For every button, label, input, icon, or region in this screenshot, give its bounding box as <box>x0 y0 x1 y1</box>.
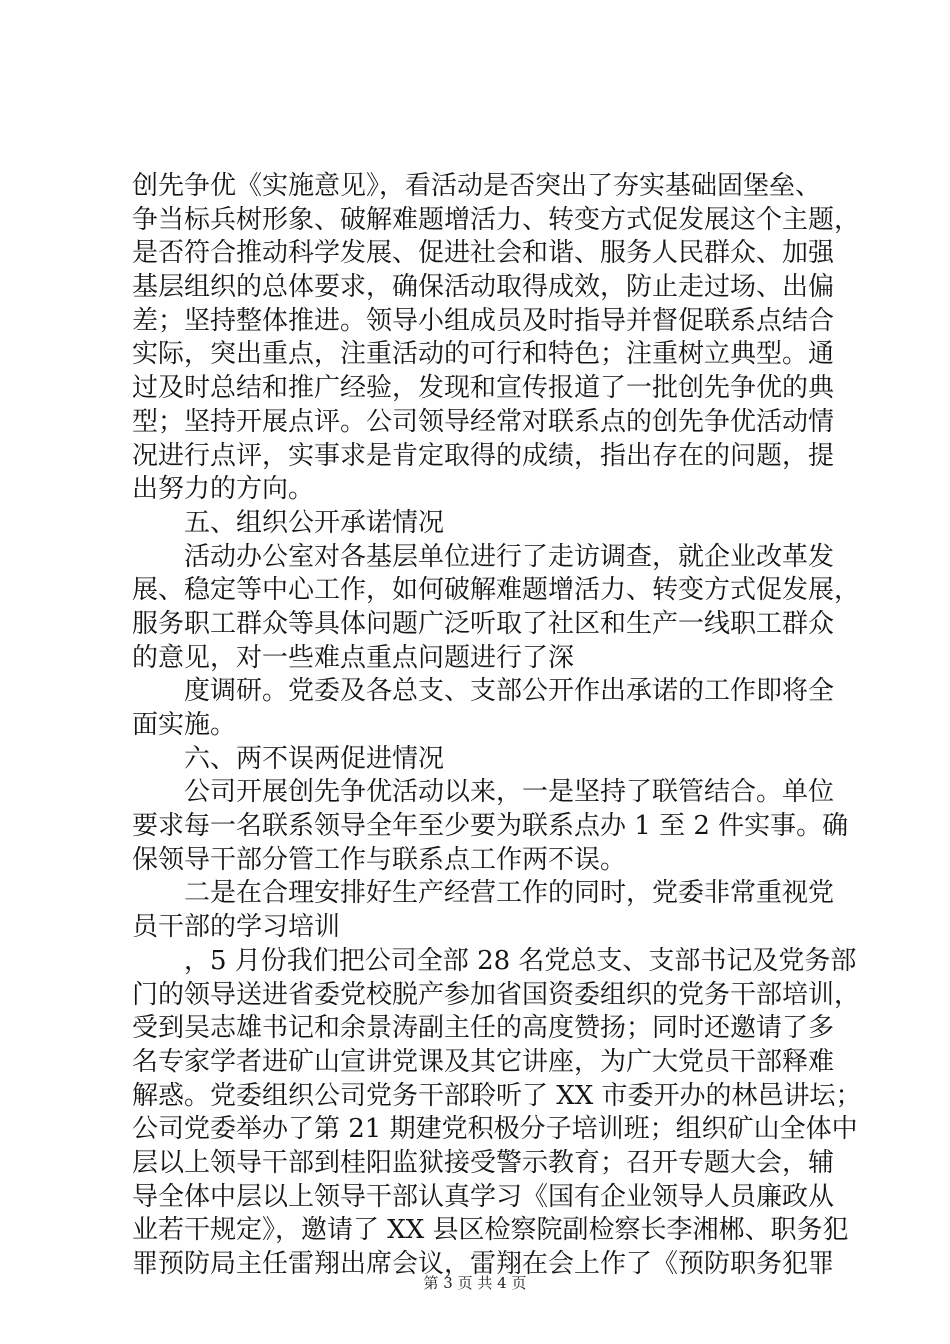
text-line: 度调研。党委及各总支、支部公开作出承诺的工作即将全 <box>184 676 835 707</box>
text-line: 罪预防局主任雷翔出席会议，雷翔在会上作了《预防职务犯罪 <box>132 1249 835 1279</box>
page-footer: 第 3 页 共 4 页 <box>423 1274 527 1292</box>
text-line: 过及时总结和推广经验，发现和宣传报道了一批创先争优的典 <box>132 373 835 404</box>
text-line: 面实施。 <box>132 710 237 740</box>
text-line: 争当标兵树形象、破解难题增活力、转变方式促发展这个主题， <box>132 204 861 235</box>
text-line: 公司党委举办了第 21 期建党积极分子培训班；组织矿山全体中 <box>132 1114 858 1145</box>
text-line: 展、稳定等中心工作，如何破解难题增活力、转变方式促发展， <box>132 575 861 606</box>
text-line: 业若干规定》，邀请了 XX 县区检察院副检察长李湘郴、职务犯 <box>132 1215 849 1246</box>
text-line: 要求每一名联系领导全年至少要为联系点办 1 至 2 件实事。确 <box>132 811 849 842</box>
text-line: 型；坚持开展点评。公司领导经常对联系点的创先争优活动情 <box>132 406 835 437</box>
text-line: 保领导干部分管工作与联系点工作两不误。 <box>132 844 627 875</box>
text-line: 员干部的学习培训 <box>132 912 341 943</box>
text-line: 是否符合推动科学发展、促进社会和谐、服务人民群众、加强 <box>132 238 835 269</box>
text-line: 五、组织公开承诺情况 <box>184 507 445 538</box>
text-line: 创先争优《实施意见》，看活动是否突出了夯实基础固堡垒、 <box>132 171 822 201</box>
text-line: 的意见，对一些难点重点问题进行了深 <box>132 642 575 673</box>
text-line: 六、两不误两促进情况 <box>184 743 445 774</box>
text-line: ，5 月份我们把公司全部 28 名党总支、支部书记及党务部 <box>184 945 857 976</box>
text-line: 层以上领导干部到桂阳监狱接受警示教育；召开专题大会，辅 <box>132 1147 835 1178</box>
text-line: 二是在合理安排好生产经营工作的同时，党委非常重视党 <box>184 878 835 909</box>
text-line: 解惑。党委组织公司党务干部聆听了 XX 市委开办的林邑讲坛； <box>132 1080 862 1111</box>
text-line: 况进行点评，实事求是肯定取得的成绩，指出存在的问题，提 <box>132 440 835 471</box>
text-line: 差；坚持整体推进。领导小组成员及时指导并督促联系点结合 <box>132 305 835 336</box>
text-line: 门的领导送进省委党校脱产参加省国资委组织的党务干部培训， <box>132 979 861 1010</box>
text-line: 受到吴志雄书记和余景涛副主任的高度赞扬；同时还邀请了多 <box>132 1013 835 1044</box>
text-line: 基层组织的总体要求，确保活动取得成效，防止走过场、出偏 <box>132 272 835 303</box>
text-line: 公司开展创先争优活动以来，一是坚持了联管结合。单位 <box>184 777 835 808</box>
text-line: 实际，突出重点，注重活动的可行和特色；注重树立典型。通 <box>132 339 835 370</box>
text-line: 导全体中层以上领导干部认真学习《国有企业领导人员廉政从 <box>132 1181 835 1212</box>
text-line: 出努力的方向。 <box>132 474 315 505</box>
text-line: 名专家学者进矿山宣讲党课及其它讲座，为广大党员干部释难 <box>132 1046 835 1077</box>
document-body <box>132 170 862 1282</box>
text-line: 活动办公室对各基层单位进行了走访调查，就企业改革发 <box>184 541 835 572</box>
text-line: 服务职工群众等具体问题广泛听取了社区和生产一线职工群众 <box>132 608 835 639</box>
